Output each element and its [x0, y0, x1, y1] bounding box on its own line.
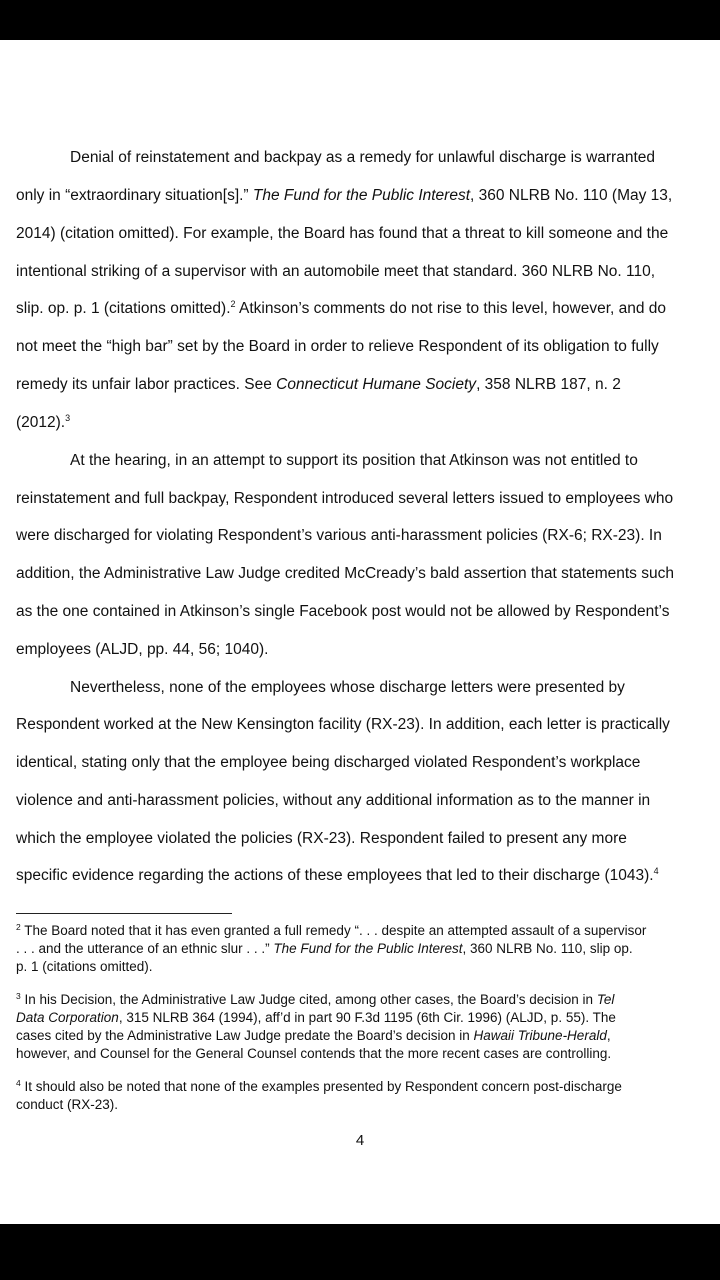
body-line: reinstatement and full backpay, Respondent introduced several letters issued to employees who: [16, 490, 674, 507]
body-line: Denial of reinstatement and backpay as a remedy for unlawful discharge is warranted: [70, 149, 656, 166]
body-line: only in “extraordinary situation[s].” The Fund for the Public Interest, 360 NLRB No. 110 (May 13,: [16, 187, 673, 204]
body-line: which the employee violated the policies (RX-23). Respondent failed to present any more: [16, 830, 627, 847]
footnote-line: cases cited by the Administrative Law Judge predate the Board’s decision in Hawaii Tribune-Herald,: [16, 1028, 611, 1043]
footnote-4: $^4$ It should also be noted that none of the examples presented by Respondent concern post-discharge: [16, 1078, 622, 1094]
footnote-2: $^2$ The Board noted that it has even granted a full remedy “. . . despite an attempted assault of a supervisor: [16, 922, 647, 938]
case-citation: Connecticut Humane Society: [276, 376, 477, 393]
body-line: violence and anti-harassment policies, without any additional information as to the manner in: [16, 792, 651, 809]
body-line: employees (ALJD, pp. 44, 56; 1040).: [16, 641, 269, 658]
navigation-bar: [0, 1224, 720, 1280]
body-line: slip. op. p. 1 (citations omitted).$^2$ Atkinson’s comments do not rise to this level, however, and do: [16, 299, 667, 317]
footnote-line: conduct (RX-23).: [16, 1097, 119, 1112]
footnote-line: however, and Counsel for the General Counsel contends that the more recent cases are controlling.: [16, 1046, 612, 1061]
footnote-ref[interactable]: 3: [65, 413, 71, 423]
body-line: Respondent worked at the New Kensington facility (RX-23). In addition, each letter is practically: [16, 716, 670, 733]
body-line: identical, stating only that the employee being discharged violated Respondent’s workplace: [16, 754, 641, 771]
footnote-ref[interactable]: 2: [230, 299, 236, 309]
page-number: 4: [355, 1132, 365, 1149]
body-line: specific evidence regarding the actions of these employees that led to their discharge (1043).$^4$: [16, 866, 659, 884]
body-line: intentional striking of a supervisor with an automobile meet that standard. 360 NLRB No. 110,: [16, 263, 656, 280]
footnote-line: Data Corporation, 315 NLRB 364 (1994), aff’d in part 90 F.3d 1195 (6th Cir. 1996) (ALJD, p. 55). The: [16, 1010, 616, 1025]
footnote-separator: [16, 913, 232, 914]
body-line: addition, the Administrative Law Judge credited McCready’s bald assertion that statements such: [16, 565, 674, 582]
footnote-line: . . . and the utterance of an ethnic slur . . .” The Fund for the Public Interest, 360 NLRB No. 110, slip op.: [16, 941, 633, 956]
body-line: At the hearing, in an attempt to support its position that Atkinson was not entitled to: [70, 452, 638, 469]
body-line: not meet the “high bar” set by the Board in order to relieve Respondent of its obligation to fully: [16, 338, 659, 355]
body-line: Nevertheless, none of the employees whose discharge letters were presented by: [70, 679, 625, 696]
footnote-ref[interactable]: 4: [653, 866, 659, 876]
footnote-3: $^3$ In his Decision, the Administrative Law Judge cited, among other cases, the Board’s decision in Tel: [16, 991, 615, 1007]
body-line: were discharged for violating Respondent’s various anti-harassment policies (RX-6; RX-23). In: [16, 527, 662, 544]
body-line: (2012).$^3$: [16, 413, 71, 431]
case-citation: The Fund for the Public Interest: [252, 187, 471, 204]
body-line: as the one contained in Atkinson’s single Facebook post would not be allowed by Respondent’s: [16, 603, 670, 620]
body-line: 2014) (citation omitted). For example, the Board has found that a threat to kill someone and the: [16, 225, 669, 242]
body-line: remedy its unfair labor practices. See Connecticut Humane Society, 358 NLRB 187, n. 2: [16, 376, 621, 393]
footnote-line: p. 1 (citations omitted).: [16, 959, 153, 974]
